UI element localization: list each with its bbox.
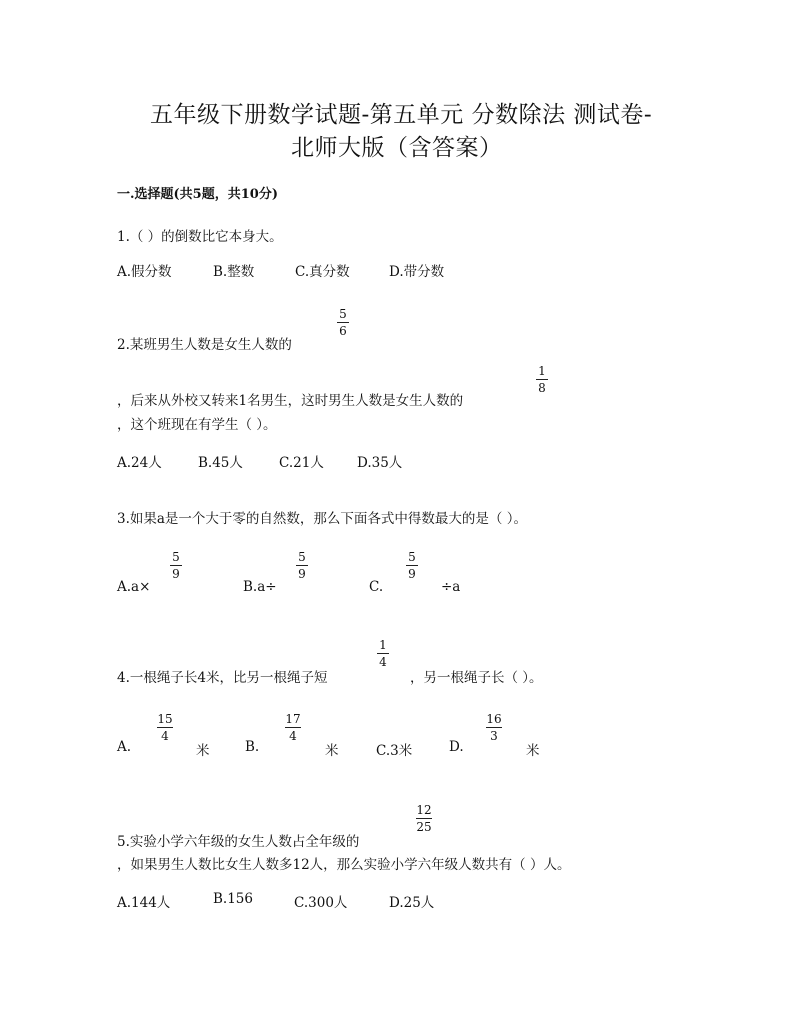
- fraction-bar: [406, 565, 418, 566]
- fraction-numerator: 1: [379, 638, 387, 652]
- q2-stem-c: ，这个班现在有学生（ ）。: [117, 417, 277, 433]
- fraction-bar: [337, 322, 349, 323]
- fraction-denominator: 4: [161, 729, 169, 743]
- fraction-bar: [285, 727, 301, 728]
- fraction-denominator: 8: [538, 381, 546, 395]
- fraction-denominator: 4: [379, 655, 387, 669]
- q3-fraction-c: [406, 550, 418, 581]
- fraction-denominator: 3: [490, 729, 498, 743]
- q4-fraction: [377, 638, 389, 669]
- q5-stem-b: ，如果男生人数比女生人数多12人，那么实验小学六年级人数共有（ ）人。: [117, 857, 571, 873]
- q2-option-c: C.21人: [279, 455, 324, 471]
- q4-stem-b: ，另一根绳子长（ ）。: [410, 670, 543, 686]
- q2-option-d: D.35人: [357, 455, 403, 471]
- q3-stem: 3.如果a是一个大于零的自然数，那么下面各式中得数最大的是（ ）。: [117, 511, 527, 527]
- fraction-bar: [157, 727, 173, 728]
- q2-fraction-2: [536, 364, 548, 395]
- fraction-numerator: 5: [172, 550, 180, 564]
- fraction-numerator: 5: [298, 550, 306, 564]
- fraction-denominator: 9: [408, 567, 416, 581]
- fraction-numerator: 15: [157, 712, 173, 726]
- q2-stem-b: ，后来从外校又转来1名男生，这时男生人数是女生人数的: [117, 393, 464, 409]
- q2-option-b: B.45人: [198, 455, 243, 471]
- q3-option-b: B.a÷: [243, 579, 277, 595]
- q4-fraction-b: [285, 712, 301, 743]
- q3-option-c: C.: [369, 579, 384, 595]
- q4-option-a: A.: [117, 739, 132, 755]
- q1-option-b: B.整数: [213, 264, 255, 280]
- q1-option-c: C.真分数: [295, 264, 350, 280]
- q2-fraction-1: [337, 307, 349, 338]
- fraction-bar: [377, 653, 389, 654]
- fraction-denominator: 25: [416, 820, 432, 834]
- q4-option-d-unit: 米: [526, 743, 540, 759]
- fraction-numerator: 17: [285, 712, 301, 726]
- section-heading: 一.选择题(共5题，共10分): [117, 187, 278, 202]
- q1-option-a: A.假分数: [117, 264, 172, 280]
- q1-option-d: D.带分数: [389, 264, 445, 280]
- q4-option-b-unit: 米: [325, 743, 339, 759]
- fraction-bar: [170, 565, 182, 566]
- q5-option-c: C.300人: [294, 895, 348, 911]
- fraction-denominator: 9: [172, 567, 180, 581]
- fraction-bar: [536, 379, 548, 380]
- fraction-denominator: 9: [298, 567, 306, 581]
- fraction-numerator: 16: [486, 712, 502, 726]
- q2-stem-a: 2.某班男生人数是女生人数的: [117, 337, 292, 353]
- fraction-numerator: 5: [339, 307, 347, 321]
- q4-option-a-unit: 米: [196, 743, 210, 759]
- fraction-bar: [416, 818, 432, 819]
- fraction-numerator: 5: [408, 550, 416, 564]
- fraction-denominator: 6: [339, 324, 347, 338]
- q4-option-d: D.: [449, 739, 464, 755]
- q1-stem: 1.（ ）的倒数比它本身大。: [117, 229, 283, 245]
- q4-stem-a: 4.一根绳子长4米，比另一根绳子短: [117, 670, 328, 686]
- q3-fraction-a: [170, 550, 182, 581]
- q4-fraction-a: [157, 712, 173, 743]
- q2-option-a: A.24人: [117, 455, 162, 471]
- q5-option-d: D.25人: [389, 895, 435, 911]
- q3-fraction-b: [296, 550, 308, 581]
- q3-option-a: A.a×: [117, 579, 151, 595]
- q4-option-b: B.: [245, 739, 260, 755]
- fraction-denominator: 4: [289, 729, 297, 743]
- q5-option-a: A.144人: [117, 895, 171, 911]
- fraction-bar: [296, 565, 308, 566]
- fraction-numerator: 1: [538, 364, 546, 378]
- q4-option-c: C.3米: [376, 743, 413, 759]
- fraction-bar: [486, 727, 502, 728]
- q5-fraction: [416, 803, 432, 834]
- q5-option-b: B.156: [213, 891, 253, 907]
- fraction-numerator: 12: [416, 803, 432, 817]
- q5-stem-a: 5.实验小学六年级的女生人数占全年级的: [117, 834, 360, 850]
- title-line-1: 五年级下册数学试题-第五单元 分数除法 测试卷-: [150, 102, 653, 128]
- q4-fraction-d: [486, 712, 502, 743]
- q3-option-c-tail: ÷a: [441, 579, 461, 595]
- title-line-2: 北师大版（含答案）: [291, 135, 503, 161]
